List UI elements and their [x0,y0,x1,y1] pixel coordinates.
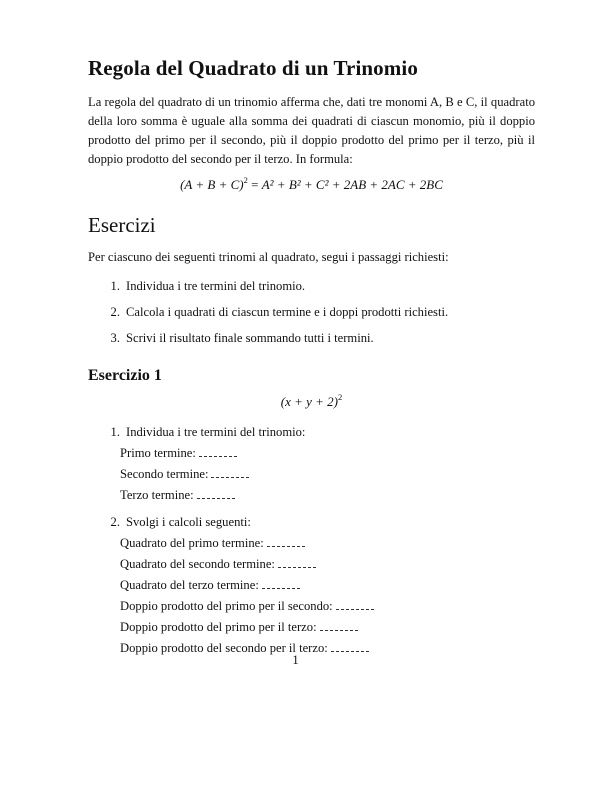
page-number: 1 [292,653,299,667]
main-formula: $(A + B + C)^2 = A^2 + B^2 + C^2 + 2AB + 2AC + 2BC$ [180,175,443,193]
exercise-1-part-2 [88,512,535,659]
formula-exponent: 2 [243,175,248,186]
esercizi-heading: Esercizi [88,213,156,238]
answer-blank[interactable] [336,601,374,610]
step-text: Scrivi il risultato finale sommando tutti i termini. [126,331,374,346]
steps-list [88,277,535,348]
step-number: 1. [110,279,120,294]
list-item [88,277,535,296]
intro-text: La regola del quadrato di un trinomio afferma che, dati tre monomi A, B e C, il quadrato della loro somma è uguale alla somma dei quadrati di ciascun monomio, più il doppio prodotto del primo per il secondo, più il doppio prodotto del primo per il terzo, più il doppio prodotto del secondo per il terzo. In formula: [88,95,535,167]
page-title: Regola del Quadrato di un Trinomio [88,56,418,80]
answer-blank[interactable] [211,469,249,478]
answer-blank[interactable] [278,559,316,568]
part-title: Individua i tre termini del trinomio: [126,424,306,439]
part-2-items [88,533,535,659]
answer-blank[interactable] [262,580,300,589]
part-number: 2. [110,514,120,529]
formula-lhs: (A + B + C) [180,177,244,193]
part-title: Svolgi i calcoli seguenti: [126,514,251,529]
list-item [88,443,535,464]
formula-rhs: A² + B² + C² + 2AB + 2AC + 2BC [261,177,443,193]
item-label: Terzo termine: [120,487,194,502]
item-label: Secondo termine: [120,466,209,481]
list-item [88,617,535,638]
part-number: 1. [110,424,120,439]
list-item [88,596,535,617]
list-item [88,575,535,596]
part-1-items [88,443,535,506]
exercise-1-expression [88,392,535,412]
exercise-1-part-1 [88,422,535,506]
esercizi-intro: Per ciascuno dei seguenti trinomi al quadrato, segui i passaggi richiesti: [88,250,449,265]
item-label: Quadrato del secondo termine: [120,556,275,571]
item-label: Doppio prodotto del secondo per il terzo: [120,640,328,655]
list-item [88,329,535,348]
step-text: Individua i tre termini del trinomio. [126,279,306,294]
exercise-1-expression-text: (x + y + 2) [280,393,338,409]
list-item [88,485,535,506]
step-text: Calcola i quadrati di ciascun termine e i doppi prodotti richiesti. [126,305,449,320]
list-item [88,554,535,575]
answer-blank[interactable] [267,538,305,547]
item-label: Quadrato del primo termine: [120,535,264,550]
exercise-1-heading: Esercizio 1 [88,367,162,385]
exercise-1-exponent: 2 [338,391,343,402]
item-label: Doppio prodotto del primo per il terzo: [120,619,317,634]
answer-blank[interactable] [199,448,237,457]
answer-blank[interactable] [331,643,369,652]
list-item [88,303,535,322]
answer-blank[interactable] [320,622,358,631]
step-number: 3. [110,331,120,346]
document-page [88,56,535,663]
item-label: Quadrato del terzo termine: [120,577,259,592]
intro-paragraph [88,93,535,169]
answer-blank[interactable] [197,490,235,499]
exercise-1-parts [88,422,535,659]
list-item [88,533,535,554]
item-label: Doppio prodotto del primo per il secondo: [120,598,333,613]
step-number: 2. [110,305,120,320]
list-item [88,464,535,485]
item-label: Primo termine: [120,445,196,460]
